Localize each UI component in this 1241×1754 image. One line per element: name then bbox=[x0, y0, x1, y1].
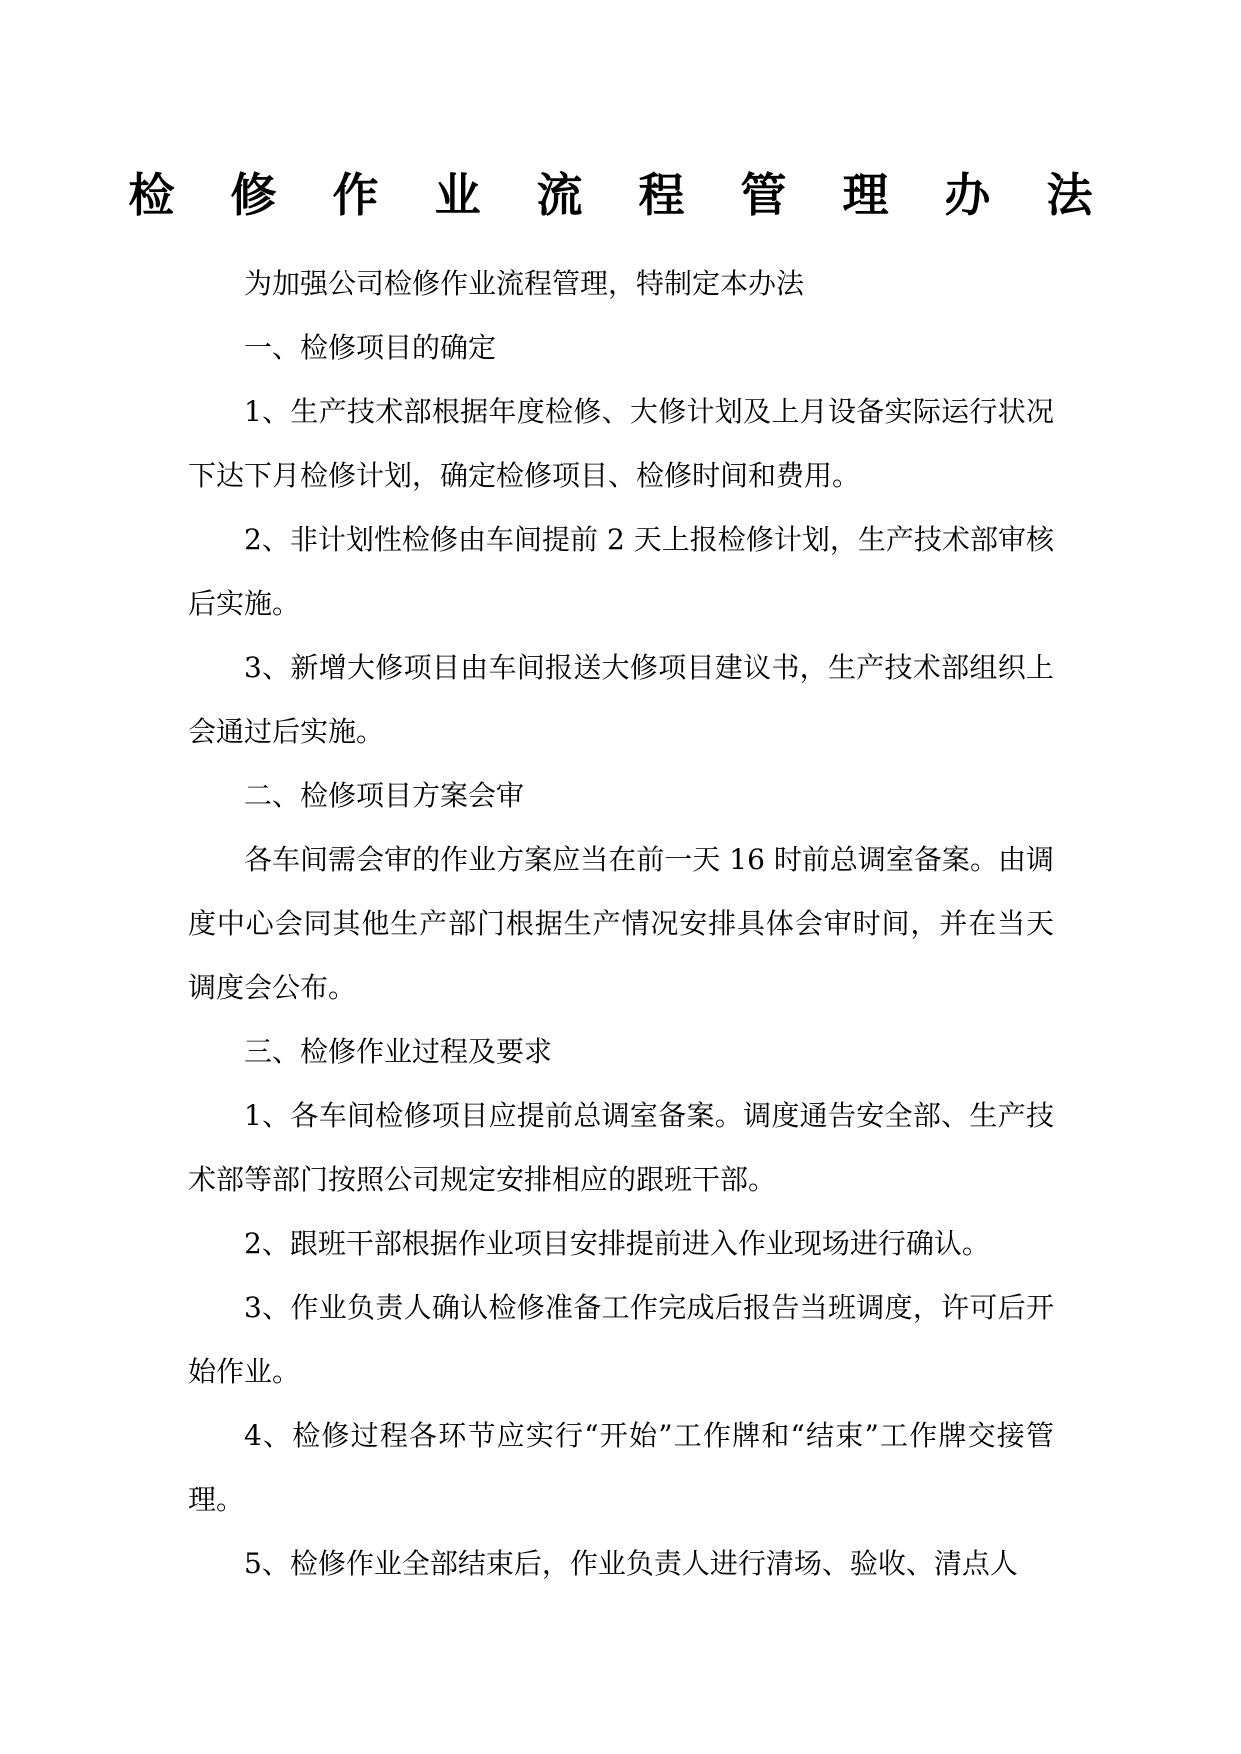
document-body bbox=[188, 252, 1054, 1596]
paragraph-3-1: 1、各车间检修项目应提前总调室备案。调度通告安全部、生产技术部等部门按照公司规定安排相应的跟班干部。 bbox=[188, 1099, 1054, 1196]
paragraph-3-2: 2、跟班干部根据作业项目安排提前进入作业现场进行确认。 bbox=[244, 1227, 990, 1260]
paragraph-1-2: 2、非计划性检修由车间提前 2 天上报检修计划，生产技术部审核后实施。 bbox=[188, 523, 1054, 620]
section-heading-2: 二、检修项目方案会审 bbox=[244, 779, 525, 812]
paragraph-3-3: 3、作业负责人确认检修准备工作完成后报告当班调度，许可后开始作业。 bbox=[188, 1291, 1054, 1388]
paragraph-intro: 为加强公司检修作业流程管理，特制定本办法 bbox=[244, 267, 805, 300]
section-heading-3: 三、检修作业过程及要求 bbox=[244, 1035, 553, 1068]
section-heading-1: 一、检修项目的确定 bbox=[244, 331, 497, 364]
paragraph-3-4: 4、检修过程各环节应实行“开始”工作牌和“结束”工作牌交接管理。 bbox=[188, 1419, 1054, 1516]
paragraph-3-5: 5、检修作业全部结束后，作业负责人进行清场、验收、清点人 bbox=[244, 1547, 1018, 1580]
paragraph-2-1: 各车间需会审的作业方案应当在前一天 16 时前总调室备案。由调度中心会同其他生产部门根据生产情况安排具体会审时间，并在当天调度会公布。 bbox=[188, 843, 1054, 1004]
paragraph-1-3: 3、新增大修项目由车间报送大修项目建议书，生产技术部组织上会通过后实施。 bbox=[188, 651, 1054, 748]
document-title: 检 修 作 业 流 程 管 理 办 法 bbox=[128, 168, 1113, 222]
paragraph-1-1: 1、生产技术部根据年度检修、大修计划及上月设备实际运行状况下达下月检修计划，确定检修项目、检修时间和费用。 bbox=[188, 395, 1054, 492]
